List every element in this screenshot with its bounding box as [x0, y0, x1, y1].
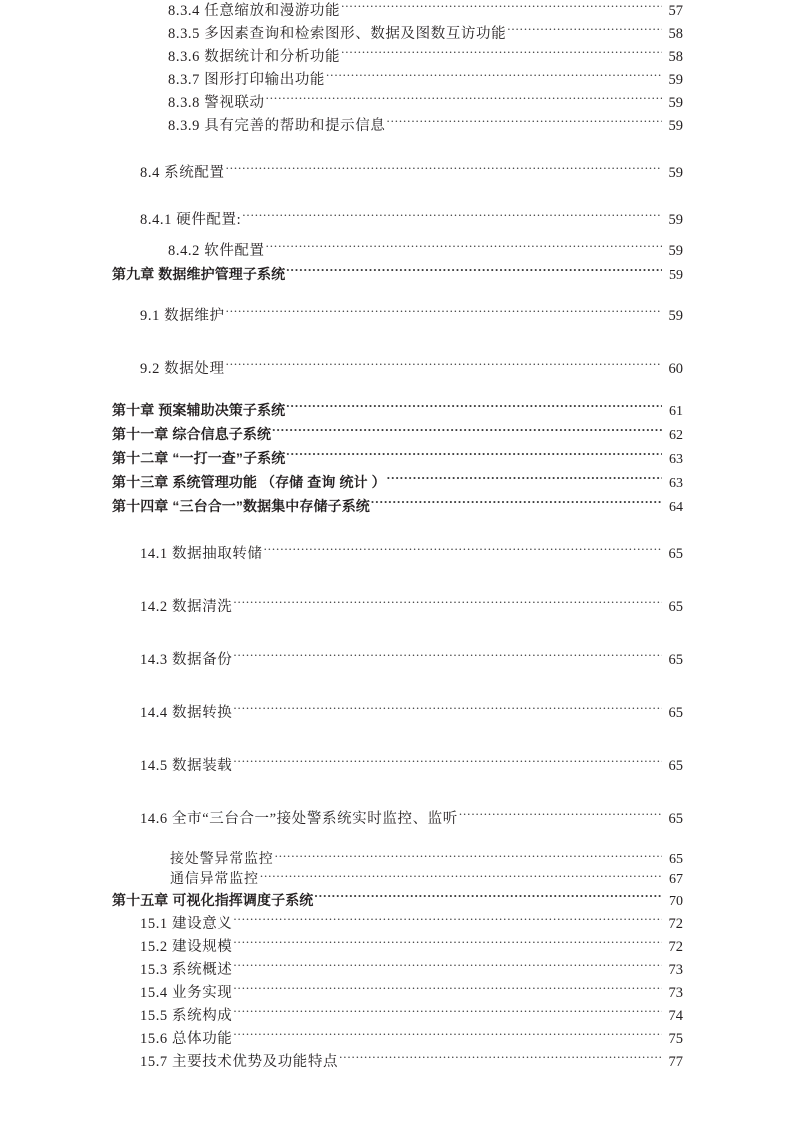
toc-entry-title: 15.4 业务实现 [140, 985, 233, 1001]
toc-entry-page-number: 59 [669, 268, 683, 283]
toc-leader-dots [286, 265, 662, 279]
toc-entry-page-number: 75 [668, 1031, 683, 1047]
toc-entry-title: 通信异常监控 [170, 872, 259, 887]
toc-entry[interactable] [0, 959, 793, 982]
toc-entry[interactable] [0, 46, 793, 69]
toc-entry[interactable] [0, 849, 793, 869]
toc-entry-title: 8.4 系统配置 [140, 165, 225, 181]
toc-entry[interactable] [0, 305, 793, 328]
toc-leader-dots [233, 1029, 662, 1044]
toc-entry-title: 第十三章 系统管理功能 （存储 查询 统计 ） [112, 474, 386, 490]
toc-entry-page-number: 65 [668, 546, 683, 562]
toc-entry[interactable] [0, 399, 793, 423]
toc-entry-page-number: 65 [669, 852, 683, 867]
toc-entry-page-number: 64 [669, 500, 683, 515]
toc-leader-dots [233, 1006, 662, 1021]
toc-entry-page-number: 58 [668, 26, 683, 42]
toc-entry-page-number: 65 [668, 705, 683, 721]
toc-entry-page-number: 73 [668, 962, 683, 978]
toc-entry-title: 8.3.8 警视联动 [168, 95, 265, 111]
toc-entry-page-number: 74 [668, 1008, 683, 1024]
toc-entry-title: 8.3.7 图形打印输出功能 [168, 72, 326, 88]
toc-entry-title: 14.5 数据装载 [140, 758, 233, 774]
toc-entry-page-number: 65 [668, 652, 683, 668]
toc-leader-dots [233, 960, 662, 975]
toc-entry-page-number: 65 [668, 811, 683, 827]
toc-entry[interactable] [0, 92, 793, 115]
toc-entry[interactable] [0, 423, 793, 447]
toc-entry-title: 9.1 数据维护 [140, 308, 225, 324]
toc-entry[interactable] [0, 889, 793, 913]
toc-leader-dots [233, 756, 662, 771]
toc-leader-dots [341, 1, 662, 16]
toc-entry-title: 14.1 数据抽取转储 [140, 546, 263, 562]
toc-leader-dots [326, 70, 662, 85]
toc-entry-title: 14.4 数据转换 [140, 705, 233, 721]
toc-entry[interactable] [0, 115, 793, 138]
toc-leader-dots [226, 163, 662, 178]
toc-entry-title: 8.4.1 硬件配置: [140, 212, 242, 228]
toc-entry-page-number: 59 [668, 212, 683, 228]
toc-entry-title: 第十五章 可视化指挥调度子系统 [112, 892, 314, 908]
toc-entry-title: 15.1 建设意义 [140, 916, 233, 932]
toc-entry[interactable] [0, 869, 793, 889]
toc-leader-dots [233, 937, 662, 952]
toc-entry-page-number: 65 [668, 758, 683, 774]
toc-entry[interactable] [0, 447, 793, 471]
toc-entry-page-number: 60 [668, 361, 683, 377]
toc-entry-page-number: 70 [669, 894, 683, 909]
toc-entry-page-number: 72 [668, 939, 683, 955]
toc-leader-dots [314, 891, 662, 905]
toc-entry-page-number: 61 [669, 404, 683, 419]
toc-entry-page-number: 59 [668, 243, 683, 259]
toc-entry[interactable] [0, 982, 793, 1005]
toc-entry-title: 8.3.4 任意缩放和漫游功能 [168, 3, 341, 19]
toc-entry-page-number: 67 [669, 872, 683, 887]
toc-entry-title: 第十一章 综合信息子系统 [112, 426, 272, 442]
toc-leader-dots [266, 241, 662, 256]
toc-entry-page-number: 59 [668, 72, 683, 88]
toc-entry-page-number: 65 [668, 599, 683, 615]
toc-entry[interactable] [0, 263, 793, 287]
toc-entry-page-number: 73 [668, 985, 683, 1001]
toc-entry[interactable] [0, 596, 793, 619]
toc-leader-dots [286, 401, 662, 415]
toc-entry[interactable] [0, 240, 793, 263]
toc-entry-title: 第十二章 “一打一查”子系统 [112, 450, 286, 466]
toc-entry[interactable] [0, 358, 793, 381]
toc-leader-dots [339, 1052, 662, 1067]
toc-leader-dots [233, 703, 662, 718]
toc-entry[interactable] [0, 69, 793, 92]
toc-leader-dots [272, 425, 662, 439]
toc-leader-dots [233, 914, 662, 929]
toc-entry-title: 8.3.6 数据统计和分析功能 [168, 49, 341, 65]
toc-entry-page-number: 59 [668, 118, 683, 134]
toc-leader-dots [233, 983, 662, 998]
toc-leader-dots [233, 650, 662, 665]
toc-entry-page-number: 59 [668, 95, 683, 111]
toc-entry[interactable] [0, 495, 793, 519]
toc-leader-dots [286, 449, 662, 463]
toc-leader-dots [242, 210, 662, 225]
toc-entry-page-number: 77 [668, 1054, 683, 1070]
toc-entry-title: 8.3.5 多因素查询和检索图形、数据及图数互访功能 [168, 26, 507, 42]
toc-entry[interactable] [0, 162, 793, 185]
toc-entry-title: 15.3 系统概述 [140, 962, 233, 978]
toc-leader-dots [371, 497, 662, 511]
toc-entry-page-number: 63 [669, 476, 683, 491]
toc-entry-title: 15.5 系统构成 [140, 1008, 233, 1024]
toc-entry-page-number: 63 [669, 452, 683, 467]
toc-entry[interactable] [0, 543, 793, 566]
toc-entry-title: 15.6 总体功能 [140, 1031, 233, 1047]
toc-entry[interactable] [0, 209, 793, 232]
toc-leader-dots [266, 93, 662, 108]
toc-leader-dots [275, 849, 662, 863]
toc-entry-title: 第十章 预案辅助决策子系统 [112, 402, 286, 418]
toc-leader-dots [341, 47, 662, 62]
toc-entry-page-number: 58 [668, 49, 683, 65]
toc-entry-title: 14.2 数据清洗 [140, 599, 233, 615]
toc-entry-title: 8.3.9 具有完善的帮助和提示信息 [168, 118, 386, 134]
toc-entry[interactable] [0, 702, 793, 725]
toc-entry-title: 第九章 数据维护管理子系统 [112, 266, 286, 282]
toc-leader-dots [264, 544, 662, 559]
toc-entry-title: 14.3 数据备份 [140, 652, 233, 668]
toc-entry-page-number: 62 [669, 428, 683, 443]
toc-leader-dots [386, 116, 662, 131]
toc-leader-dots [260, 869, 662, 883]
toc-entry-page-number: 59 [668, 165, 683, 181]
toc-leader-dots [233, 597, 662, 612]
toc-entry[interactable] [0, 649, 793, 672]
toc-entry-title: 8.4.2 软件配置 [168, 243, 265, 259]
toc-entry[interactable] [0, 808, 793, 831]
toc-entry-title: 接处警异常监控 [170, 852, 274, 867]
toc-entry[interactable] [0, 23, 793, 46]
toc-leader-dots [459, 809, 662, 824]
toc-leader-dots [226, 359, 662, 374]
toc-entry-title: 14.6 全市“三台合一”接处警系统实时监控、监听 [140, 811, 458, 827]
toc-entry[interactable] [0, 936, 793, 959]
toc-entry[interactable] [0, 755, 793, 778]
toc-leader-dots [226, 306, 662, 321]
toc-entry-page-number: 57 [668, 3, 683, 19]
toc-entry[interactable] [0, 913, 793, 936]
toc-leader-dots [387, 473, 662, 487]
toc-entry[interactable] [0, 1028, 793, 1051]
toc-entry-title: 第十四章 “三台合一”数据集中存储子系统 [112, 498, 370, 514]
toc-entry-title: 15.7 主要技术优势及功能特点 [140, 1054, 339, 1070]
toc-entry[interactable] [0, 1005, 793, 1028]
toc-entry[interactable] [0, 471, 793, 495]
toc-entry-title: 9.2 数据处理 [140, 361, 225, 377]
toc-leader-dots [507, 24, 662, 39]
toc-entry[interactable] [0, 0, 793, 23]
toc-entry-page-number: 59 [668, 308, 683, 324]
toc-entry[interactable] [0, 1051, 793, 1074]
toc-entry-title: 15.2 建设规模 [140, 939, 233, 955]
toc-entry-page-number: 72 [668, 916, 683, 932]
